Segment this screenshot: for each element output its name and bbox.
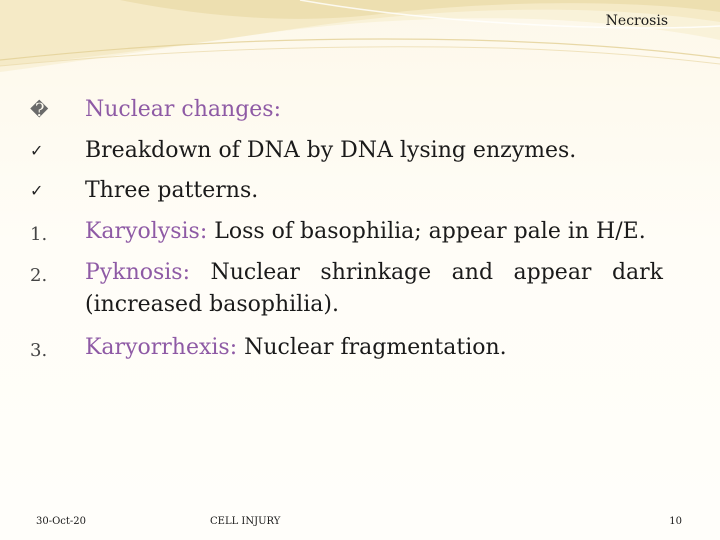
square-bullet-icon: � [30,100,49,121]
checkmark-icon: ✓ [30,141,44,160]
footer-page-number: 10 [669,516,682,527]
checkmark-icon: ✓ [30,181,44,200]
list-item-label: Nuclear changes: [85,97,282,122]
list-item [30,135,670,167]
list-item [30,257,670,321]
term-definition: Nuclear shrinkage and appear dark (increased basophilia). [85,260,663,317]
list-item [30,94,670,126]
bullet-list [30,94,670,364]
list-item-text [85,135,663,167]
list-number: 3. [30,340,48,361]
list-item-text [85,175,663,207]
list-number: 1. [30,224,48,245]
list-item-text [85,257,663,321]
term-label: Pyknosis: [85,260,191,285]
term-definition: Loss of basophilia; appear pale in H/E. [207,219,646,244]
list-item-text [85,216,663,248]
list-item [30,332,670,364]
term-label: Karyolysis: [85,219,208,244]
term-label: Karyorrhexis: [85,335,238,360]
list-item-label: Three patterns. [85,178,259,203]
list-number: 2. [30,265,48,286]
slide-title: Necrosis [605,13,668,29]
list-item-text [85,332,663,364]
list-item-text [85,94,663,126]
footer-center-text: CELL INJURY [210,516,281,527]
list-item [30,175,670,207]
list-item [30,216,670,248]
footer-date: 30-Oct-20 [36,516,87,527]
term-definition: Nuclear fragmentation. [237,335,507,360]
list-item-label: Breakdown of DNA by DNA lysing enzymes. [85,138,577,163]
